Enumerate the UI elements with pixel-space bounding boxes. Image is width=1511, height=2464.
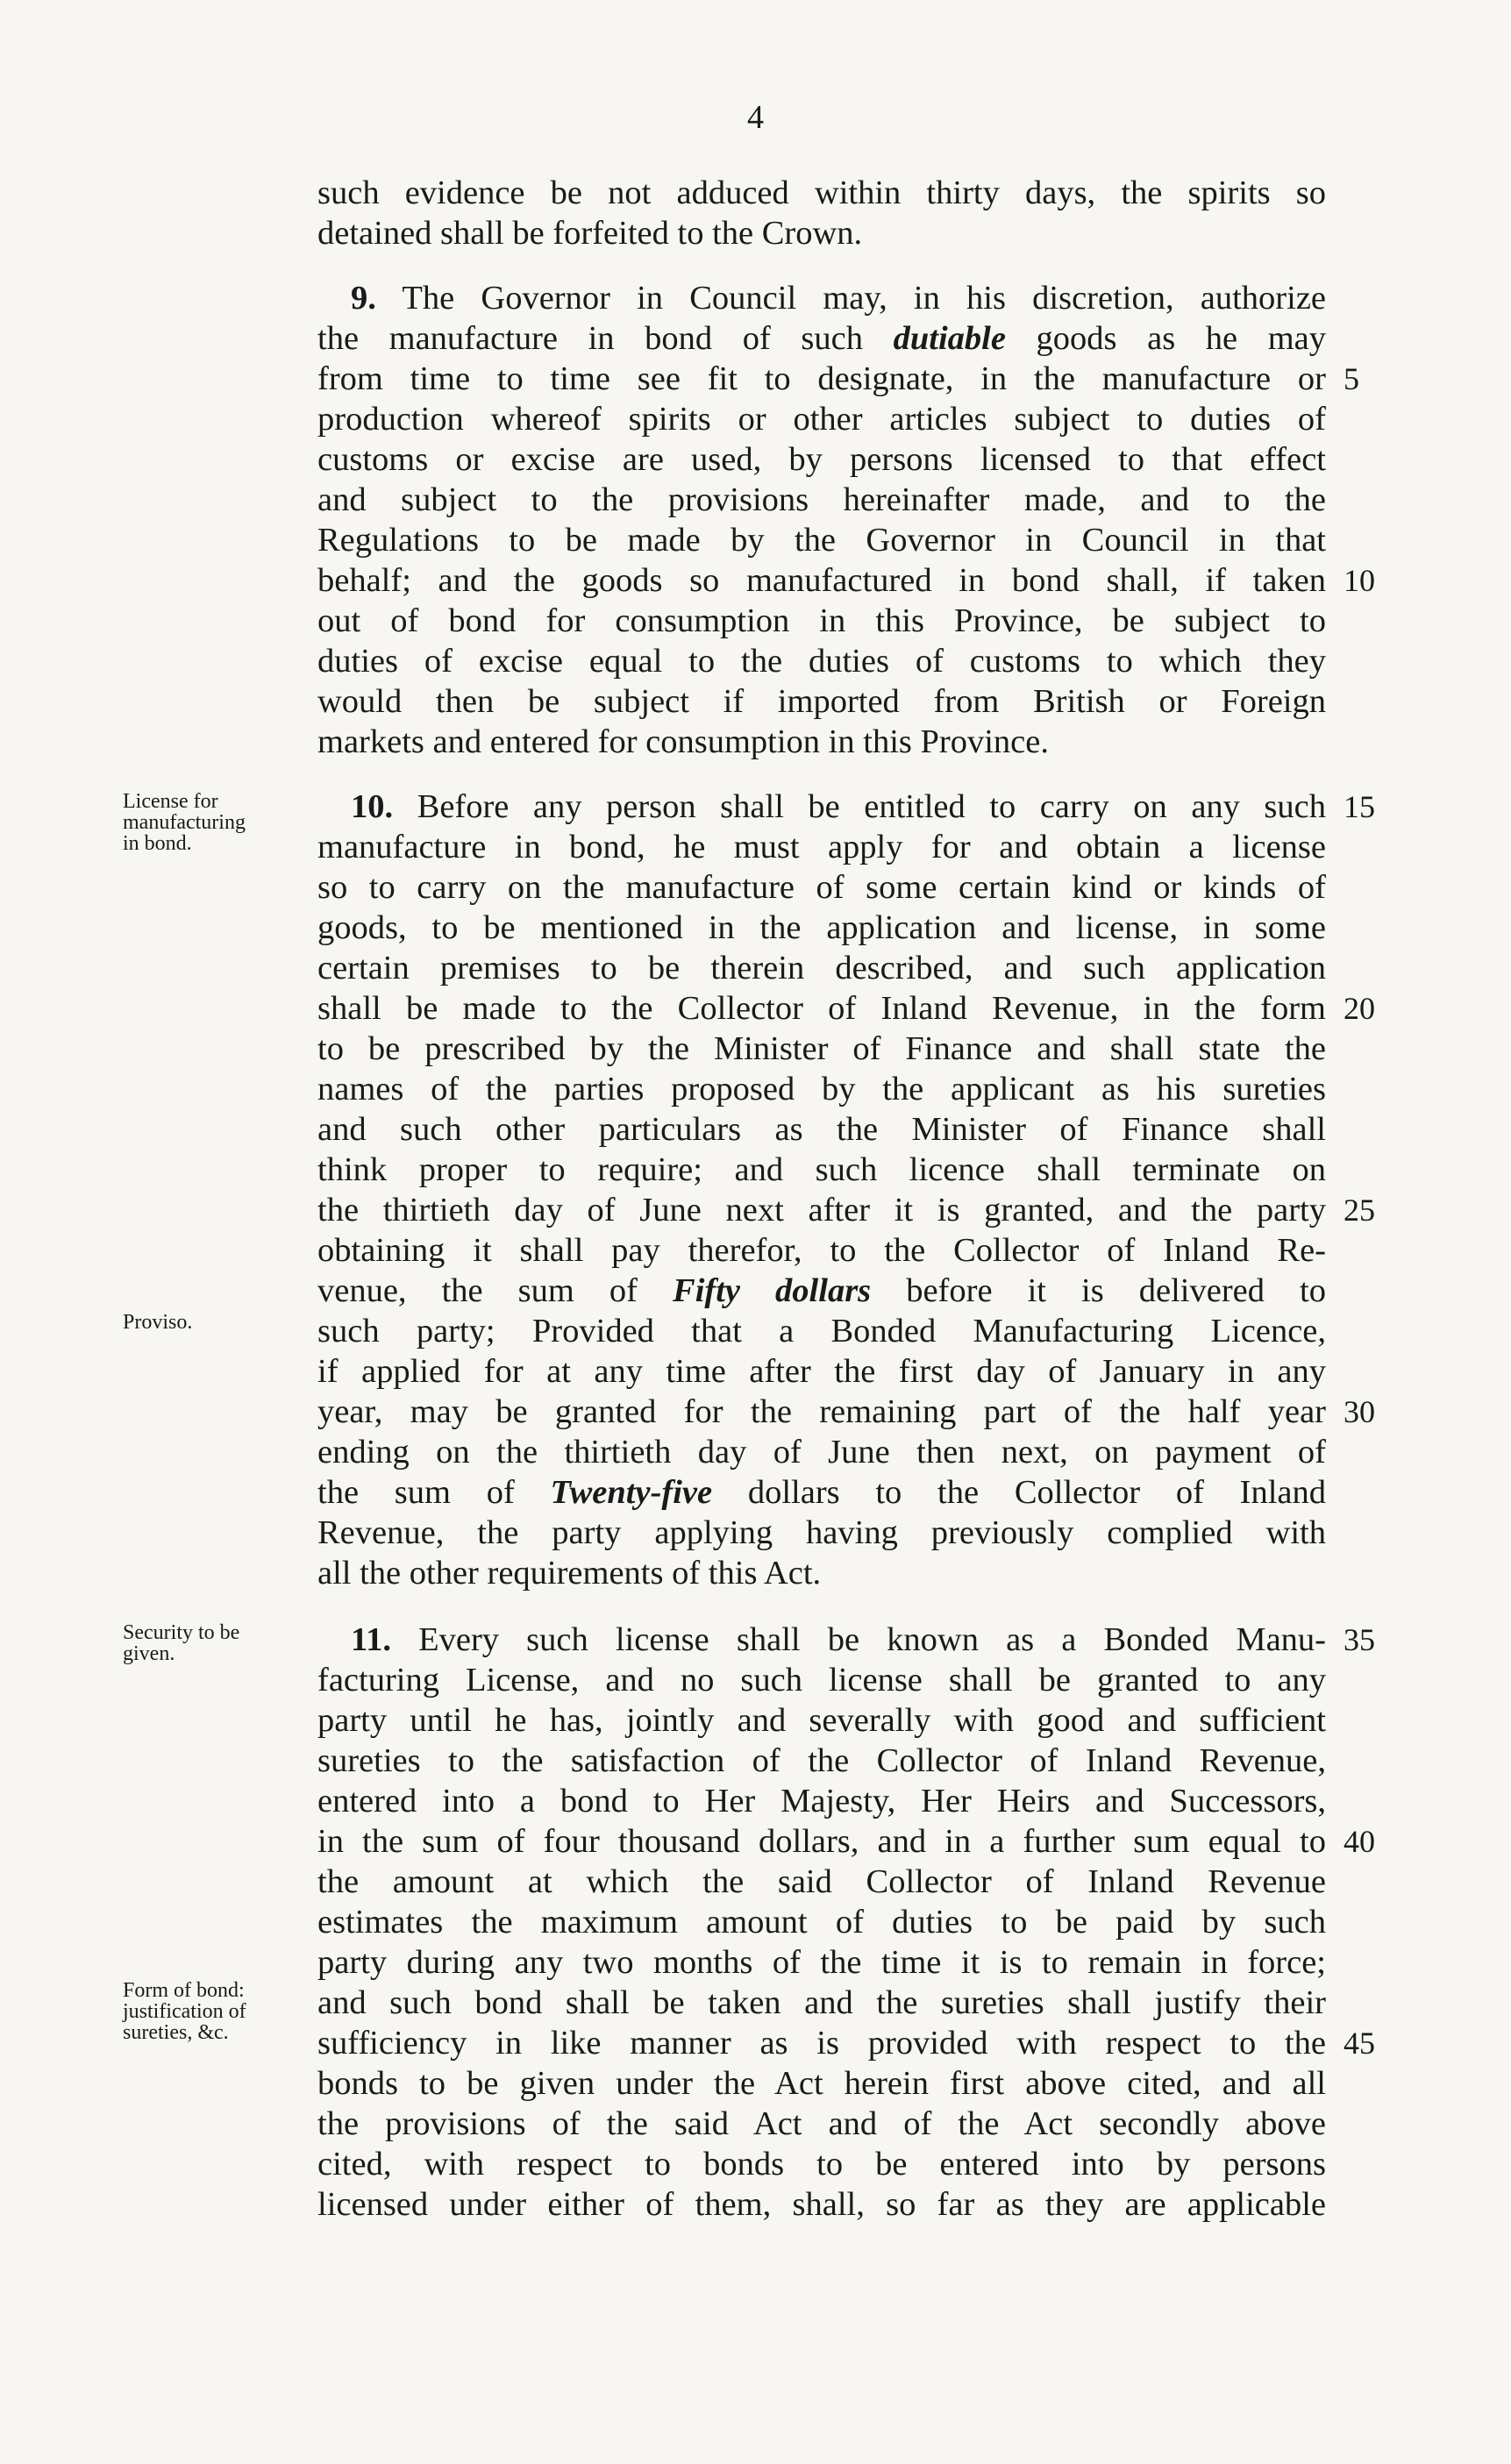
line-text: Regulations to be made by the Governor in Council in that xyxy=(317,522,1326,559)
line-text: estimates the maximum amount of duties to be paid by such xyxy=(317,1904,1326,1941)
page-number: 4 xyxy=(747,99,764,136)
text-line xyxy=(317,868,1326,907)
text-line xyxy=(317,2104,1326,2143)
line-number: 40 xyxy=(1344,1824,1375,1859)
line-text: party until he has, jointly and severally with good and sufficient xyxy=(317,1702,1326,1739)
line-text: goods, to be mentioned in the application and license, in some xyxy=(317,909,1326,946)
line-text: in the sum of four thousand dollars, and in a further sum equal to xyxy=(317,1823,1326,1860)
text-line xyxy=(317,2145,1326,2183)
marginal-note-line: Form of bond: xyxy=(123,1979,245,2002)
section-number: 10. xyxy=(351,788,394,825)
line-text: the amount at which the said Collector of Inland Revenue xyxy=(317,1863,1326,1900)
italic-amount: Twenty-five xyxy=(550,1474,713,1511)
line-text: and such bond shall be taken and the sureties shall justify their xyxy=(317,1984,1326,2021)
line-text: detained shall be forfeited to the Crown. xyxy=(317,215,863,252)
text-line xyxy=(317,1110,1326,1149)
line-text: production whereof spirits or other articles subject to duties of xyxy=(317,401,1326,438)
text-line xyxy=(317,723,1326,761)
marginal-note-line: justification of xyxy=(123,2000,246,2023)
line-text: the provisions of the said Act and of the Act secondly above xyxy=(317,2105,1326,2142)
line-text: obtaining it shall pay therefor, to the Collector of Inland Re- xyxy=(317,1232,1326,1269)
text-line xyxy=(317,642,1326,680)
line-number: 15 xyxy=(1344,789,1375,824)
line-text: and such other particulars as the Minister of Finance shall xyxy=(317,1111,1326,1148)
line-text: The Governor in Council may, in his discretion, authorize xyxy=(375,280,1326,317)
line-text: certain premises to be therein described, and such application xyxy=(317,950,1326,986)
italic-amount: dutiable xyxy=(893,320,1006,357)
text-line xyxy=(317,828,1326,866)
text-line xyxy=(317,1661,1326,1699)
line-text: to be prescribed by the Minister of Finance and shall state the xyxy=(317,1030,1326,1067)
text-line xyxy=(317,174,1326,212)
italic-amount: Fifty dollars xyxy=(673,1272,872,1309)
text-line xyxy=(317,1150,1326,1189)
text-line xyxy=(317,602,1326,640)
line-text: shall be made to the Collector of Inland Revenue, in the form xyxy=(317,990,1326,1027)
line-text: ending on the thirtieth day of June then next, on payment of xyxy=(317,1434,1326,1471)
text-line xyxy=(317,1741,1326,1780)
line-text: goods as he may xyxy=(1005,320,1326,357)
line-text: sufficiency in like manner as is provided with respect to the xyxy=(317,2025,1326,2062)
line-text: the sum of xyxy=(317,1474,551,1511)
text-line xyxy=(317,440,1326,479)
marginal-note xyxy=(123,1312,316,1333)
text-line xyxy=(317,1191,1326,1229)
text-line xyxy=(317,1513,1326,1552)
line-text: the manufacture in bond of such xyxy=(317,320,894,357)
text-line xyxy=(317,1312,1326,1350)
text-line xyxy=(317,481,1326,519)
marginal-note-line: License for xyxy=(123,790,218,813)
line-text: markets and entered for consumption in this Province. xyxy=(317,723,1049,760)
line-text: duties of excise equal to the duties of customs to which they xyxy=(317,643,1326,680)
text-line xyxy=(317,521,1326,559)
text-line xyxy=(317,1782,1326,1820)
text-line xyxy=(317,1271,1326,1310)
text-line xyxy=(317,1554,1326,1592)
marginal-note xyxy=(123,1622,316,1664)
line-text: bonds to be given under the Act herein first above cited, and all xyxy=(317,2065,1326,2102)
marginal-note xyxy=(123,1980,316,2043)
marginal-note-line: Security to be xyxy=(123,1621,240,1644)
section-number: 9. xyxy=(351,280,376,317)
text-line xyxy=(317,1473,1326,1512)
text-line xyxy=(317,2024,1326,2062)
line-text: all the other requirements of this Act. xyxy=(317,1555,822,1592)
text-line xyxy=(317,214,1326,253)
line-number: 45 xyxy=(1344,2026,1375,2061)
text-line xyxy=(317,400,1326,438)
line-text: facturing License, and no such license shall be granted to any xyxy=(317,1662,1326,1698)
line-number: 5 xyxy=(1344,361,1359,396)
line-text: and subject to the provisions hereinafter made, and to the xyxy=(317,481,1326,518)
text-line xyxy=(317,1983,1326,2022)
text-line xyxy=(317,2064,1326,2103)
line-text: before it is delivered to xyxy=(871,1272,1326,1309)
line-text: such party; Provided that a Bonded Manufacturing Licence, xyxy=(317,1313,1326,1350)
text-line xyxy=(317,682,1326,721)
text-line xyxy=(317,1433,1326,1471)
section-number: 11. xyxy=(351,1621,392,1658)
text-line xyxy=(317,1352,1326,1391)
line-text: think proper to require; and such licence shall terminate on xyxy=(317,1151,1326,1188)
text-line xyxy=(317,1822,1326,1861)
line-text: year, may be granted for the remaining part of the half year xyxy=(317,1393,1326,1430)
line-text: names of the parties proposed by the applicant as his sureties xyxy=(317,1071,1326,1107)
line-text: Every such license shall be known as a Bonded Manu- xyxy=(391,1621,1326,1658)
line-text: venue, the sum of xyxy=(317,1272,674,1309)
text-line xyxy=(317,1943,1326,1982)
text-line xyxy=(317,561,1326,600)
line-text: customs or excise are used, by persons licensed to that effect xyxy=(317,441,1326,478)
line-text: Revenue, the party applying having previously complied with xyxy=(317,1514,1326,1551)
marginal-note xyxy=(123,791,316,854)
text-line xyxy=(317,1392,1326,1431)
text-line xyxy=(317,1701,1326,1740)
line-number: 20 xyxy=(1344,991,1375,1026)
text-line xyxy=(317,949,1326,987)
line-text: manufacture in bond, he must apply for and obtain a license xyxy=(317,829,1326,865)
text-line xyxy=(317,2185,1326,2224)
line-text: party during any two months of the time it is to remain in force; xyxy=(317,1944,1326,1981)
marginal-note-line: sureties, &c. xyxy=(123,2021,229,2044)
line-text: dollars to the Collector of Inland xyxy=(712,1474,1326,1511)
line-text: if applied for at any time after the first day of January in any xyxy=(317,1353,1326,1390)
line-number: 35 xyxy=(1344,1622,1375,1657)
line-text: Before any person shall be entitled to carry on any such xyxy=(393,788,1326,825)
text-line xyxy=(351,1620,1326,1659)
text-line xyxy=(317,1862,1326,1901)
marginal-note-line: Proviso. xyxy=(123,1311,193,1334)
marginal-note-line: in bond. xyxy=(123,832,192,855)
text-line xyxy=(351,279,1326,317)
text-line xyxy=(317,319,1326,358)
line-text: licensed under either of them, shall, so far as they are applicable xyxy=(317,2186,1326,2223)
line-text: behalf; and the goods so manufactured in bond shall, if taken xyxy=(317,562,1326,599)
line-number: 30 xyxy=(1344,1394,1375,1429)
line-number: 10 xyxy=(1344,563,1375,598)
line-text: such evidence be not adduced within thirty days, the spirits so xyxy=(317,174,1326,211)
text-line xyxy=(317,360,1326,398)
line-number: 25 xyxy=(1344,1193,1375,1228)
line-text: out of bond for consumption in this Province, be subject to xyxy=(317,602,1326,639)
text-line xyxy=(317,1903,1326,1941)
text-line xyxy=(317,1029,1326,1068)
line-text: entered into a bond to Her Majesty, Her Heirs and Successors, xyxy=(317,1783,1326,1820)
text-line xyxy=(317,1070,1326,1108)
line-text: so to carry on the manufacture of some certain kind or kinds of xyxy=(317,869,1326,906)
line-text: cited, with respect to bonds to be entered into by persons xyxy=(317,2146,1326,2183)
line-text: from time to time see fit to designate, in the manufacture or xyxy=(317,360,1326,397)
text-line xyxy=(317,989,1326,1028)
line-text: would then be subject if imported from British or Foreign xyxy=(317,683,1326,720)
marginal-note-line: manufacturing xyxy=(123,811,246,834)
text-line xyxy=(317,1231,1326,1270)
line-text: sureties to the satisfaction of the Collector of Inland Revenue, xyxy=(317,1742,1326,1779)
text-line xyxy=(351,787,1326,826)
line-text: the thirtieth day of June next after it is granted, and the party xyxy=(317,1192,1326,1228)
marginal-note-line: given. xyxy=(123,1642,175,1665)
text-line xyxy=(317,908,1326,947)
